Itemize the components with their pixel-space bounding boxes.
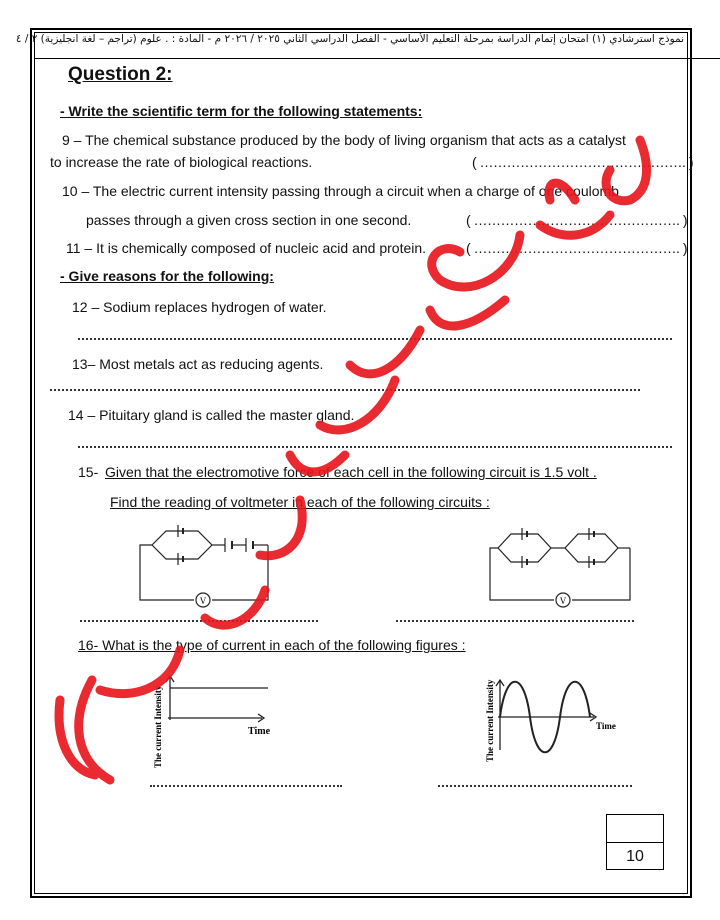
graph1-y-label: The current Intensity: [153, 685, 163, 768]
q9-text-line2: to increase the rate of biological reactions.: [50, 154, 313, 170]
q15-answer-line-1: [80, 620, 318, 622]
q15-text-line2: Find the reading of voltmeter in each of the following circuits :: [110, 494, 490, 510]
q9-text-line1: 9 – The chemical substance produced by the body of living organism that acts as a catalyst: [62, 132, 626, 148]
q15-number: 15-: [78, 464, 99, 480]
q11-text: 11 – It is chemically composed of nucleic acid and protein.: [66, 240, 427, 256]
section-scientific-term-heading: - Write the scientific term for the following statements:: [60, 103, 423, 119]
score-box: [606, 814, 664, 870]
section-reasons-heading: - Give reasons for the following:: [60, 268, 274, 284]
q14-text: 14 – Pituitary gland is called the master gland.: [68, 407, 355, 423]
circuit-diagram-1: [140, 525, 268, 607]
q9-answer-blank: ( ………………………………………. ): [472, 154, 693, 170]
q15-text-line1: Given that the electromotive force of each cell in the following circuit is 1.5 volt .: [105, 464, 597, 480]
exam-header: نموذج استرشادي (١) امتحان إتمام الدراسة بمرحلة التعليم الأساسي - الفصل الدراسي الثاني ٢٠٢٥ / ٢٠٢٦ م - المادة : . علوم (تراجم – لغة انجليزية) ٢ / ٤: [15, 33, 684, 45]
q16-text: 16- What is the type of current in each of the following figures :: [78, 637, 466, 653]
q12-text: 12 – Sodium replaces hydrogen of water.: [72, 299, 327, 315]
q10-answer-blank: ( ………………………………………. ): [466, 212, 687, 228]
q15-answer-line-2: [396, 620, 634, 622]
graph2-y-label: The current Intensity: [485, 679, 495, 762]
q11-answer-blank: ( ………………………………………. ): [466, 240, 687, 256]
score-value: 10: [626, 848, 644, 865]
q16-answer-line-2: [438, 785, 632, 787]
graph1-x-label: Time: [248, 726, 271, 737]
q10-text-line2: passes through a given cross section in one second.: [86, 212, 412, 228]
q10-text-line1: 10 – The electric current intensity passing through a circuit when a charge of one coulomb: [62, 183, 619, 199]
graph2-x-label: Time: [596, 721, 616, 731]
question-title: Question 2:: [68, 64, 173, 85]
graph-direct-current: [166, 676, 268, 722]
voltmeter-2-label: V: [559, 596, 567, 606]
score-box-divider: [607, 842, 663, 843]
voltmeter-1-label: V: [199, 596, 207, 606]
q13-text: 13– Most metals act as reducing agents.: [72, 356, 324, 372]
q16-answer-line-1: [150, 785, 342, 787]
graph-alternating-current: [496, 680, 596, 752]
